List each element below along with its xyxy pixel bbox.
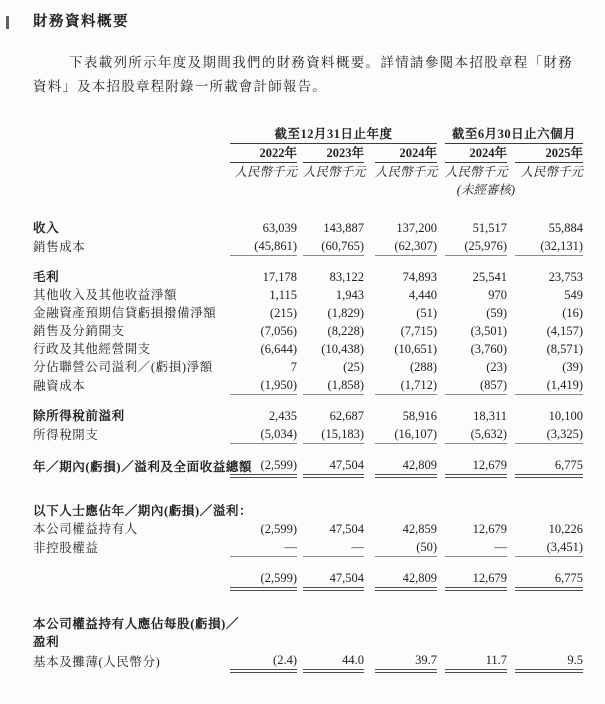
table-row [33, 569, 583, 589]
row-label: 基本及攤薄(人民幣分) [33, 655, 161, 669]
cell-value: (2.4) [230, 651, 297, 671]
column-gap [507, 322, 515, 340]
cell-value: (60,765) [303, 237, 364, 256]
spacer-row [33, 395, 583, 408]
column-gap [437, 407, 445, 425]
unaudited-note: (未經審核) [456, 183, 516, 197]
section-header-row [33, 615, 583, 633]
column-gap [437, 651, 445, 671]
unit-label: 人民幣千元 [303, 165, 366, 179]
spacer [33, 589, 583, 615]
cell-value: 47,504 [329, 522, 364, 536]
period-group-header: 截至6月30日止六個月 [445, 125, 583, 144]
cell-value: (3,501) [470, 324, 508, 338]
cell-value: 1,943 [335, 288, 364, 302]
cell-value: (5,632) [445, 425, 507, 444]
table-row [33, 322, 583, 340]
units-row [33, 163, 583, 182]
cell-value: (7,056) [260, 324, 297, 338]
column-gap [507, 376, 515, 395]
table-row [33, 358, 583, 376]
cell-value: — [303, 538, 364, 557]
cell-value: 137,200 [396, 221, 438, 235]
cell-value: (4,157) [546, 324, 584, 338]
table-row [33, 286, 583, 304]
cell-value: 10,226 [548, 522, 584, 536]
table-row [33, 538, 583, 557]
financial-table [33, 125, 583, 673]
row-label: 銷售及分銷開支 [33, 324, 125, 338]
page-title: 財務資料概要 [33, 14, 129, 30]
label-stub [33, 181, 230, 199]
empty-cell [515, 181, 583, 199]
year-header: 2022年 [230, 144, 297, 163]
section-header-row [33, 633, 583, 651]
row-label: 本公司權益持有人 [33, 522, 138, 536]
row-label: 年／期內(虧損)／溢利及全面收益總額 [33, 460, 253, 474]
cell-value: 42,809 [375, 569, 437, 589]
column-gap [507, 520, 515, 538]
row-label: 毛利 [33, 270, 60, 284]
column-gap [507, 456, 515, 476]
column-gap [507, 651, 515, 671]
cell-value: (8,571) [546, 342, 584, 356]
cell-value: (16) [562, 306, 584, 320]
cell-value: 47,504 [303, 456, 364, 476]
scan-artifact [6, 16, 9, 29]
column-gap [364, 538, 375, 557]
cell-value: (2,599) [230, 569, 297, 589]
column-gap [507, 304, 515, 322]
cell-value: (39) [562, 360, 584, 374]
row-label: 除所得稅前溢利 [33, 409, 125, 423]
row-label: 銷售成本 [33, 239, 86, 254]
cell-value: (215) [269, 306, 297, 320]
row-label: 本公司權益持有人應佔每股(虧損)／ [33, 617, 240, 631]
table-row [33, 219, 583, 237]
column-gap [364, 304, 375, 322]
column-gap [437, 456, 445, 476]
column-gap [437, 181, 445, 199]
cell-value: (62,307) [375, 237, 437, 256]
column-gap [364, 425, 375, 444]
cell-value: (3,451) [515, 538, 583, 557]
spacer-row [33, 557, 583, 570]
column-gap [507, 237, 515, 256]
column-gap [507, 219, 515, 237]
table-row [33, 376, 583, 395]
column-gap [437, 304, 445, 322]
cell-value: 6,775 [515, 456, 583, 476]
cell-value: (15,183) [303, 425, 364, 444]
year-header: 2024年 [445, 144, 507, 163]
cell-value: (288) [409, 360, 438, 374]
column-gap [507, 340, 515, 358]
column-gap [364, 456, 375, 476]
column-gap [364, 340, 375, 358]
section-header-row [33, 502, 583, 520]
cell-value: (2,599) [260, 522, 297, 536]
row-label: 金融資產預期信貸虧損撥備淨額 [33, 306, 217, 320]
cell-value: 7 [290, 360, 297, 374]
cell-value: 143,887 [323, 221, 364, 235]
cell-value: (1,419) [515, 376, 583, 395]
table-row [33, 651, 583, 671]
column-gap [507, 569, 515, 589]
year-header: 2023年 [303, 144, 364, 163]
row-label: 盈利 [33, 635, 60, 649]
table-row [33, 304, 583, 322]
cell-value: 12,679 [445, 456, 507, 476]
spacer [33, 395, 583, 408]
empty-cell [303, 181, 364, 199]
cell-value: (25) [343, 360, 364, 374]
cell-value: (5,034) [230, 425, 297, 444]
cell-value: (50) [375, 538, 437, 557]
cell-value: (2,599) [230, 456, 297, 476]
unaudited-note-row [33, 181, 583, 199]
spacer [33, 256, 583, 269]
cell-value: (1,858) [303, 376, 364, 395]
cell-value: 23,753 [548, 270, 584, 284]
table-row [33, 407, 583, 425]
cell-value: (25,976) [445, 237, 507, 256]
cell-value: (7,715) [400, 324, 438, 338]
column-gap [364, 407, 375, 425]
cell-value: 42,859 [402, 522, 438, 536]
column-gap [437, 219, 445, 237]
row-label: 收入 [33, 221, 60, 235]
cell-value: 51,517 [472, 221, 508, 235]
column-gap [437, 376, 445, 395]
column-gap [364, 237, 375, 256]
year-header-row [33, 144, 583, 163]
column-gap [507, 538, 515, 557]
spacer-row [33, 476, 583, 502]
spacer [33, 557, 583, 570]
column-gap [437, 538, 445, 557]
row-label: 分佔聯營公司溢利／(虧損)淨額 [33, 360, 213, 374]
cell-value: (1,712) [375, 376, 437, 395]
cell-value: 74,893 [402, 270, 438, 284]
cell-value: (45,861) [230, 237, 297, 256]
row-label: 其他收入及其他收益淨額 [33, 288, 178, 302]
cell-value: (857) [445, 376, 507, 395]
row-label: 融資成本 [33, 378, 86, 393]
cell-value: 1,115 [269, 288, 297, 302]
column-gap [364, 268, 375, 286]
cell-value: (10,438) [321, 342, 364, 356]
cell-value: (1,829) [327, 306, 364, 320]
cell-value: (23) [486, 360, 508, 374]
column-gap [507, 425, 515, 444]
cell-value: 18,311 [473, 409, 508, 423]
column-gap [364, 651, 375, 671]
column-gap [437, 520, 445, 538]
column-gap [437, 358, 445, 376]
cell-value: 25,541 [472, 270, 508, 284]
cell-value: 12,679 [472, 522, 508, 536]
column-gap [507, 286, 515, 304]
table-row [33, 425, 583, 444]
table-row [33, 340, 583, 358]
cell-value: (16,107) [375, 425, 437, 444]
cell-value: (3,325) [515, 425, 583, 444]
table-row [33, 268, 583, 286]
spacer-row [33, 199, 583, 219]
cell-value: (10,651) [394, 342, 438, 356]
cell-value: — [445, 538, 507, 557]
table-row [33, 456, 583, 476]
column-gap [437, 237, 445, 256]
cell-value: — [230, 538, 297, 557]
column-gap [364, 286, 375, 304]
label-stub [33, 125, 230, 144]
cell-value: 11.7 [445, 651, 507, 671]
cell-value: 549 [564, 288, 584, 302]
column-gap [437, 286, 445, 304]
table-row [33, 520, 583, 538]
cell-value: 10,100 [548, 409, 584, 423]
empty-cell [230, 181, 297, 199]
column-gap [364, 358, 375, 376]
column-gap [437, 322, 445, 340]
cell-value: 47,504 [303, 569, 364, 589]
cell-value: 42,809 [375, 456, 437, 476]
table-row [33, 237, 583, 256]
column-gap [437, 163, 445, 182]
row-label [33, 569, 230, 589]
cell-value: 2,435 [268, 409, 297, 423]
cell-value: (51) [416, 306, 438, 320]
column-gap [437, 340, 445, 358]
cell-value: 9.5 [515, 651, 583, 671]
cell-value: (32,131) [515, 237, 583, 256]
column-gap [437, 268, 445, 286]
unit-label: 人民幣千元 [520, 165, 584, 179]
column-gap [364, 219, 375, 237]
intro-paragraph: 下表載列所示年度及期間我們的財務資料概要。詳情請參閱本招股章程「財務資料」及本招股章程附錄一所載會計師報告。 [33, 55, 573, 94]
cell-value: 4,440 [408, 288, 438, 302]
column-gap [364, 569, 375, 589]
cell-value: (6,644) [260, 342, 297, 356]
spacer-row [33, 589, 583, 615]
row-label: 所得稅開支 [33, 427, 99, 442]
cell-value: 39.7 [375, 651, 437, 671]
cell-value: 44.0 [303, 651, 364, 671]
column-gap [507, 144, 515, 163]
column-gap [364, 376, 375, 395]
cell-value: 17,178 [262, 270, 297, 284]
cell-value: (3,760) [470, 342, 508, 356]
cell-value: 58,916 [402, 409, 438, 423]
row-label: 非控股權益 [33, 540, 99, 555]
column-gap [507, 407, 515, 425]
unit-label: 人民幣千元 [234, 165, 297, 179]
cell-value: (8,228) [327, 324, 364, 338]
unit-label: 人民幣千元 [445, 165, 508, 179]
cell-value: (59) [486, 306, 508, 320]
column-gap [364, 144, 375, 163]
row-label: 行政及其他經營開支 [33, 342, 151, 356]
column-gap [364, 322, 375, 340]
cell-value: 6,775 [515, 569, 583, 589]
year-header: 2024年 [375, 144, 437, 163]
cell-value: 62,687 [329, 409, 364, 423]
spacer [33, 476, 583, 502]
column-gap [437, 425, 445, 444]
column-gap [364, 520, 375, 538]
empty-cell [375, 181, 437, 199]
column-gap [507, 358, 515, 376]
cell-value: 83,122 [329, 270, 364, 284]
column-gap [364, 181, 375, 199]
period-group-row [33, 125, 583, 144]
column-gap [507, 163, 515, 182]
cell-value: 63,039 [262, 221, 297, 235]
cell-value: (1,950) [230, 376, 297, 395]
spacer [33, 444, 583, 457]
year-header: 2025年 [515, 144, 583, 163]
cell-value: 970 [488, 288, 508, 302]
financial-table-body [33, 125, 583, 671]
cell-value: 12,679 [445, 569, 507, 589]
column-gap [437, 125, 445, 144]
cell-value: 55,884 [548, 221, 584, 235]
period-group-header: 截至12月31日止年度 [230, 125, 437, 144]
unit-label: 人民幣千元 [375, 165, 438, 179]
column-gap [507, 268, 515, 286]
label-stub [33, 163, 230, 182]
row-label: 以下人士應佔年／期內(虧損)／溢利： [33, 504, 253, 518]
spacer-row [33, 256, 583, 269]
spacer-row [33, 444, 583, 457]
column-gap [437, 144, 445, 163]
label-stub [33, 144, 230, 163]
column-gap [437, 569, 445, 589]
